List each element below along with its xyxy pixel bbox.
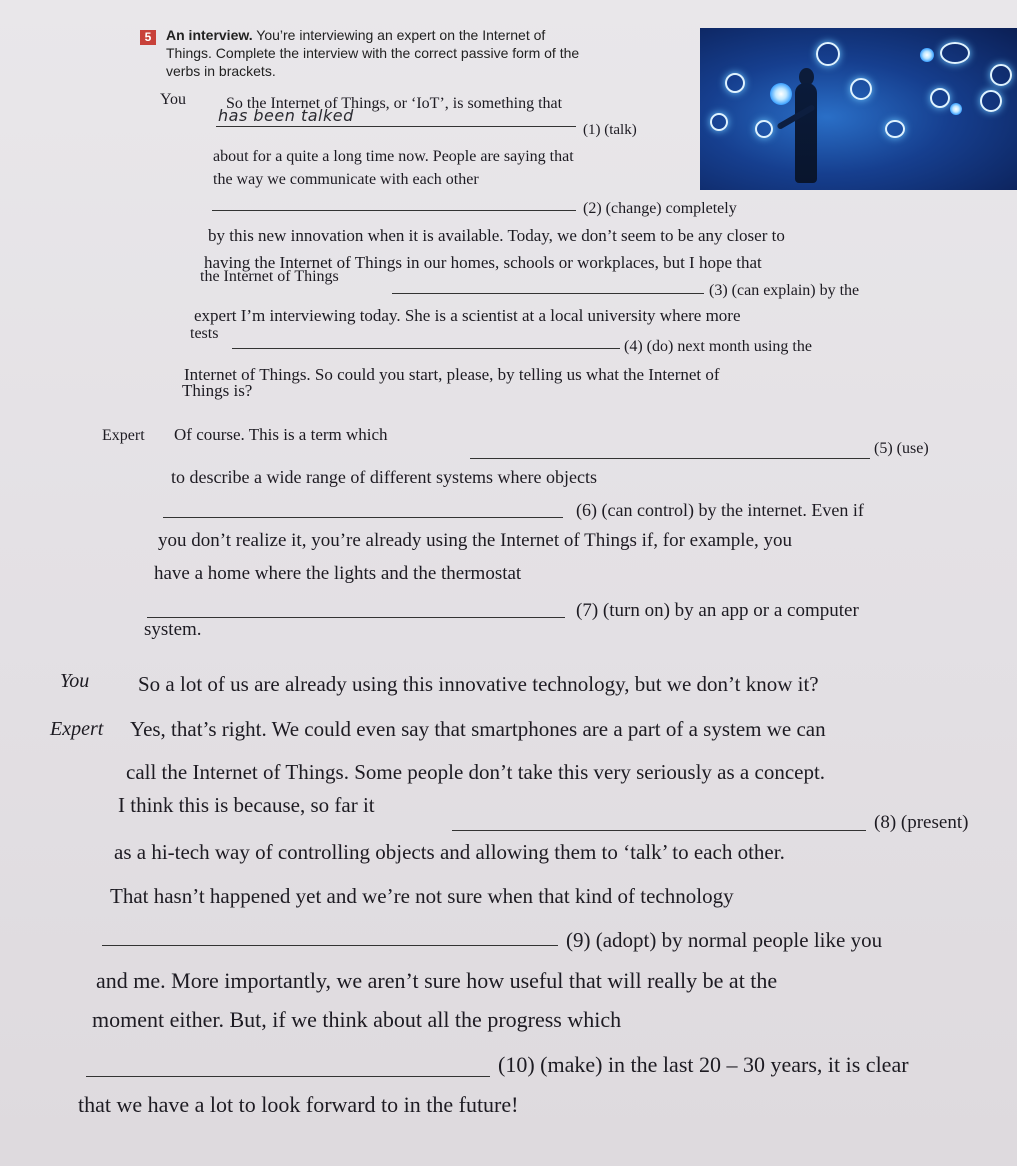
text-line: So a lot of us are already using this innovative technology, but we don’t know it? — [138, 672, 819, 696]
icon-bubble — [980, 90, 1002, 112]
icon-bubble — [850, 78, 872, 100]
text-line: expert I’m interviewing today. She is a scientist at a local university where more — [194, 306, 741, 325]
answer-blank-9[interactable] — [102, 945, 558, 946]
answer-blank-1[interactable] — [216, 126, 576, 127]
text-line: call the Internet of Things. Some people don’t take this very seriously as a concept. — [126, 760, 826, 784]
person-silhouette — [795, 83, 817, 183]
text-line: I think this is because, so far it — [118, 793, 375, 817]
text-line: Things is? — [182, 381, 253, 400]
answer-blank-3[interactable] — [392, 293, 704, 294]
text-line: about for a quite a long time now. People are saying that — [213, 148, 574, 165]
icon-bubble — [885, 120, 905, 138]
light-node — [920, 48, 934, 62]
exercise-instruction-line-3: verbs in brackets. — [166, 63, 276, 79]
text-line: system. — [144, 619, 202, 640]
exercise-title: An interview. — [166, 27, 253, 43]
answer-blank-8[interactable] — [452, 830, 866, 831]
text-line: to describe a wide range of different systems where objects — [171, 467, 598, 487]
prompt-7: (7) (turn on) by an app or a computer — [576, 600, 859, 621]
icon-bubble — [755, 120, 773, 138]
instruction-text-1: You’re interviewing an expert on the Internet of — [256, 27, 546, 43]
prompt-4: (4) (do) next month using the — [624, 338, 812, 355]
speaker-you-label: You — [60, 670, 90, 692]
speaker-you-label: You — [160, 91, 186, 108]
exercise-number-badge: 5 — [140, 30, 156, 45]
text-line: that we have a lot to look forward to in the future! — [78, 1092, 519, 1117]
icon-bubble — [725, 73, 745, 93]
exercise-instruction-line-1 — [166, 27, 545, 43]
text-line: as a hi-tech way of controlling objects and allowing them to ‘talk’ to each other. — [114, 840, 785, 864]
exercise-instruction-line-2: Things. Complete the interview with the correct passive form of the — [166, 45, 580, 61]
text-line: by this new innovation when it is available. Today, we don’t seem to be any closer to — [208, 226, 785, 245]
answer-blank-6[interactable] — [163, 517, 563, 518]
light-node — [950, 103, 962, 115]
prompt-10: (10) (make) in the last 20 – 30 years, it is clear — [498, 1052, 909, 1077]
text-line: and me. More importantly, we aren’t sure how useful that will really be at the — [96, 968, 778, 993]
answer-blank-10[interactable] — [86, 1076, 490, 1077]
prompt-3: (3) (can explain) by the — [709, 282, 860, 299]
answer-blank-5[interactable] — [470, 458, 870, 459]
answer-blank-7[interactable] — [147, 617, 565, 618]
text-line: having the Internet of Things in our homes, schools or workplaces, but I hope that — [204, 253, 762, 272]
icon-bubble — [710, 113, 728, 131]
prompt-8: (8) (present) — [874, 812, 969, 833]
text-line: have a home where the lights and the thermostat — [154, 563, 522, 584]
icon-bubble — [816, 42, 840, 66]
prompt-9: (9) (adopt) by normal people like you — [566, 928, 883, 952]
prompt-2: (2) (change) completely — [583, 200, 737, 217]
light-node — [770, 83, 792, 105]
icon-bubble — [930, 88, 950, 108]
answer-blank-2[interactable] — [212, 210, 576, 211]
text-line: Of course. This is a term which — [174, 425, 388, 444]
text-line: Internet of Things. So could you start, please, by telling us what the Internet of — [184, 365, 720, 384]
text-line: you don’t realize it, you’re already using the Internet of Things if, for example, you — [158, 530, 793, 551]
text-line: That hasn’t happened yet and we’re not sure when that kind of technology — [110, 884, 734, 908]
handwritten-answer-1: has been talked — [218, 106, 354, 125]
text-line: tests — [190, 325, 219, 342]
prompt-5: (5) (use) — [874, 440, 929, 457]
text-line: So the Internet of Things, or ‘IoT’, is something that — [226, 95, 563, 112]
text-line: the way we communicate with each other — [213, 171, 479, 188]
answer-blank-4[interactable] — [232, 348, 620, 349]
text-line: Yes, that’s right. We could even say that smartphones are a part of a system we can — [130, 717, 826, 741]
icon-bubble — [990, 64, 1012, 86]
speaker-expert-label: Expert — [50, 718, 104, 740]
wifi-icon-bubble — [940, 42, 970, 64]
prompt-1: (1) (talk) — [583, 122, 637, 138]
speaker-expert-label: Expert — [102, 427, 145, 444]
text-line: the Internet of Things — [200, 268, 339, 285]
text-line: moment either. But, if we think about all the progress which — [92, 1007, 622, 1032]
prompt-6: (6) (can control) by the internet. Even if — [576, 500, 864, 520]
iot-photo — [700, 28, 1017, 190]
